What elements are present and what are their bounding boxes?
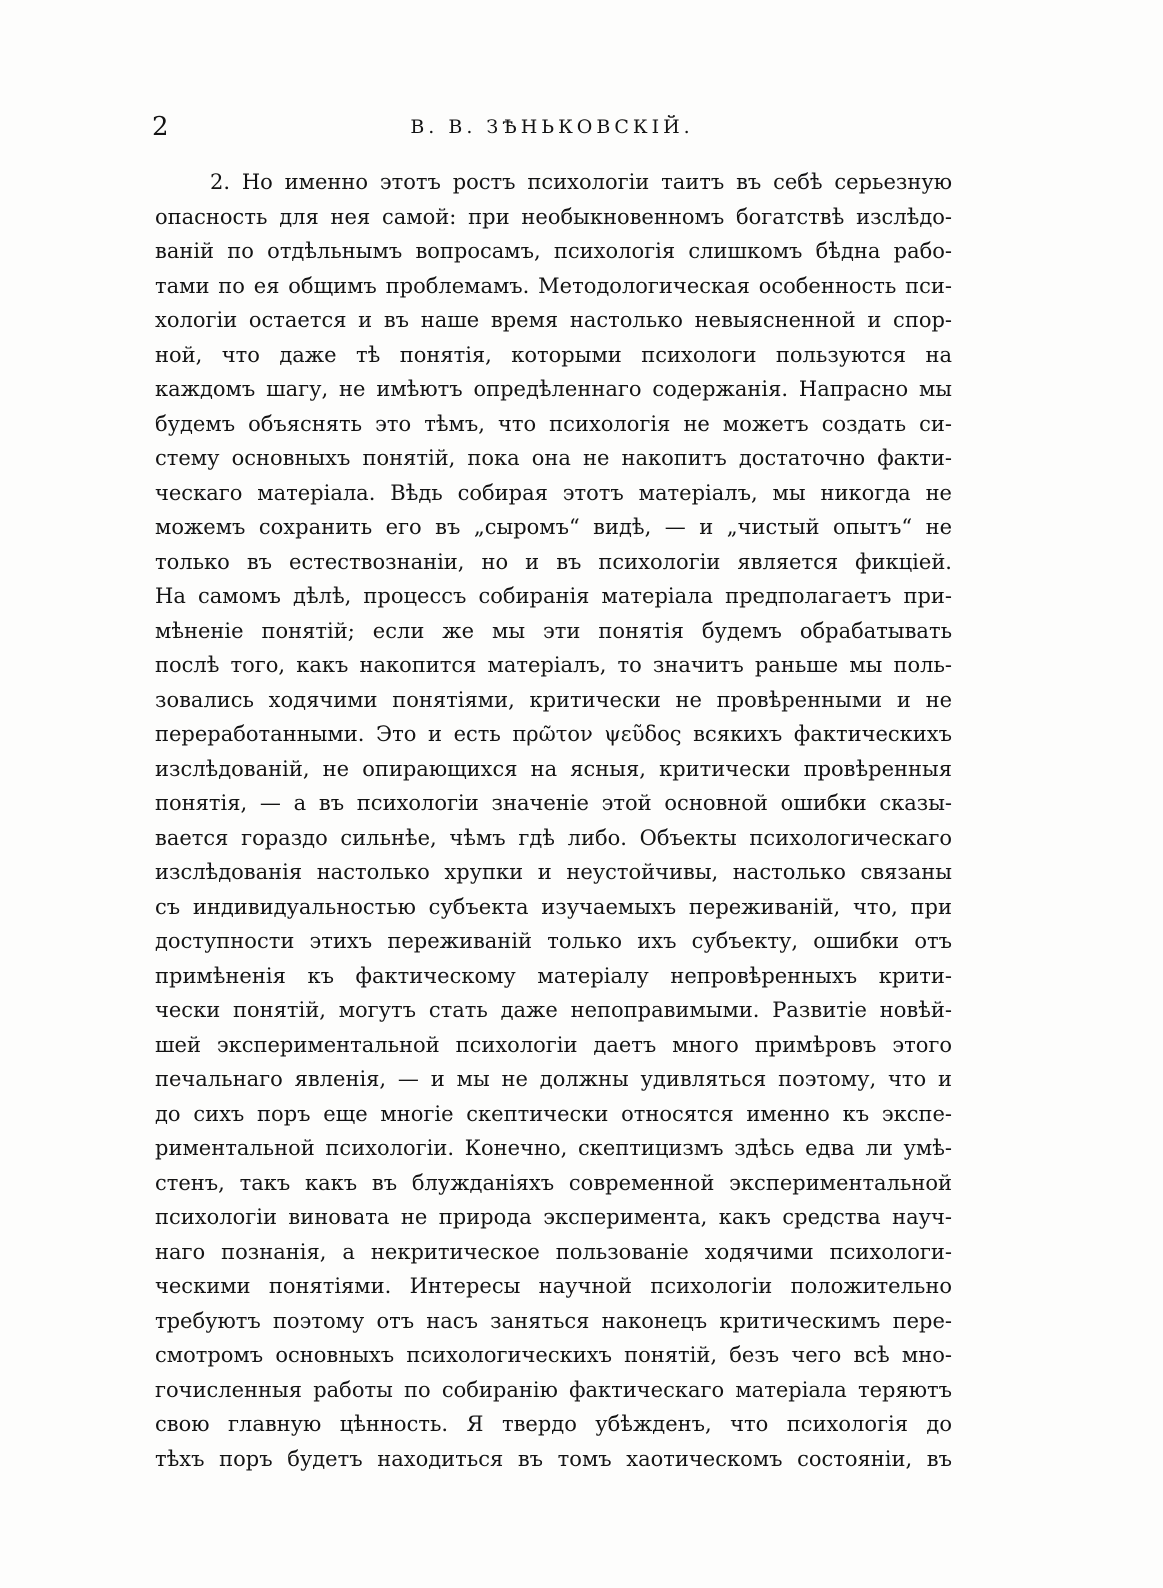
text-line: послѣ того, какъ накопится матеріалъ, то значитъ раньше мы поль- (155, 653, 952, 677)
text-line: можемъ сохранить его въ „сыромъ“ видѣ, — и „чистый опытъ“ не (155, 515, 952, 539)
text-line: 2. Но именно этотъ ростъ психологіи таитъ въ себѣ серьезную (210, 170, 952, 194)
text-line: тами по ея общимъ проблемамъ. Методологическая особенность пси- (155, 273, 952, 298)
text-line: печальнаго явленія, — и мы не должны удивляться поэтому, что и (155, 1067, 952, 1091)
text-line: переработанными. Это и есть πρῶτον ψεῦδος всякихъ фактическихъ (155, 722, 952, 746)
text-line: изслѣдованія настолько хрупки и неустойчивы, настолько связаны (155, 860, 952, 884)
text-line: стему основныхъ понятій, пока она не накопитъ достаточно факти- (155, 446, 952, 470)
text-line: примѣненія къ фактическому матеріалу непровѣренныхъ крити- (155, 963, 952, 988)
text-line: мѣненіе понятій; если же мы эти понятія будемъ обрабатывать (155, 618, 952, 643)
text-line: хологіи остается и въ наше время настолько невыясненной и спор- (155, 308, 952, 332)
text-line: наго познанія, а некритическое пользованіе ходячими психологи- (155, 1239, 952, 1264)
text-line: ной, что даже тѣ понятія, которыми психологи пользуются на (155, 342, 952, 367)
text-line: психологіи виновата не природа эксперимента, какъ средства науч- (155, 1205, 952, 1229)
text-line: ческаго матеріала. Вѣдь собирая этотъ матеріалъ, мы никогда не (155, 480, 952, 505)
text-line: ваній по отдѣльнымъ вопросамъ, психологія слишкомъ бѣдна рабо- (155, 239, 952, 263)
running-head: В. В. ЗѢНЬКОВСКІЙ. (410, 116, 694, 138)
text-line: риментальной психологіи. Конечно, скептицизмъ здѣсь едва ли умѣ- (155, 1136, 952, 1160)
text-line: ческими понятіями. Интересы научной психологіи положительно (155, 1274, 952, 1298)
text-line: чески понятій, могутъ стать даже непоправимыми. Развитіе новѣй- (155, 998, 952, 1022)
page-number: 2 (152, 112, 169, 142)
body-text (155, 165, 952, 1476)
text-line: съ индивидуальностью субъекта изучаемыхъ переживаній, что, при (155, 894, 952, 919)
text-line: смотромъ основныхъ психологическихъ понятій, безъ чего всѣ мно- (155, 1343, 952, 1367)
text-line: стенъ, такъ какъ въ блужданіяхъ современной экспериментальной (155, 1170, 952, 1195)
text-line: тѣхъ поръ будетъ находиться въ томъ хаотическомъ состояніи, въ (155, 1446, 952, 1471)
text-line: понятія, — а въ психологіи значеніе этой основной ошибки сказы- (155, 791, 952, 815)
text-line: доступности этихъ переживаній только ихъ субъекту, ошибки отъ (155, 929, 952, 953)
text-line: только въ естествознаніи, но и въ психологіи является фикціей. (155, 549, 952, 574)
text-line: требуютъ поэтому отъ насъ заняться наконецъ критическимъ пере- (155, 1308, 952, 1333)
text-line: каждомъ шагу, не имѣютъ опредѣленнаго содержанія. Напрасно мы (155, 377, 952, 401)
page-header (152, 112, 952, 142)
text-line: изслѣдованій, не опирающихся на ясныя, критически провѣренныя (155, 756, 952, 781)
text-line: вается гораздо сильнѣе, чѣмъ гдѣ либо. Объекты психологическаго (155, 825, 952, 850)
text-line: зовались ходячими понятіями, критически не провѣренными и не (155, 687, 952, 712)
text-line: шей экспериментальной психологіи даетъ много примѣровъ этого (155, 1032, 952, 1057)
text-line: свою главную цѣнность. Я твердо убѣжденъ, что психологія до (155, 1412, 952, 1436)
text-line: гочисленныя работы по собиранію фактическаго матеріала теряютъ (155, 1377, 952, 1402)
text-line: На самомъ дѣлѣ, процессъ собиранія матеріала предполагаетъ при- (155, 584, 952, 608)
text-line: будемъ объяснять это тѣмъ, что психологія не можетъ создать си- (155, 411, 952, 436)
text-line: опасность для нея самой: при необыкновенномъ богатствѣ изслѣдо- (155, 204, 952, 229)
text-line: до сихъ поръ еще многіе скептически относятся именно къ экспе- (155, 1101, 952, 1126)
